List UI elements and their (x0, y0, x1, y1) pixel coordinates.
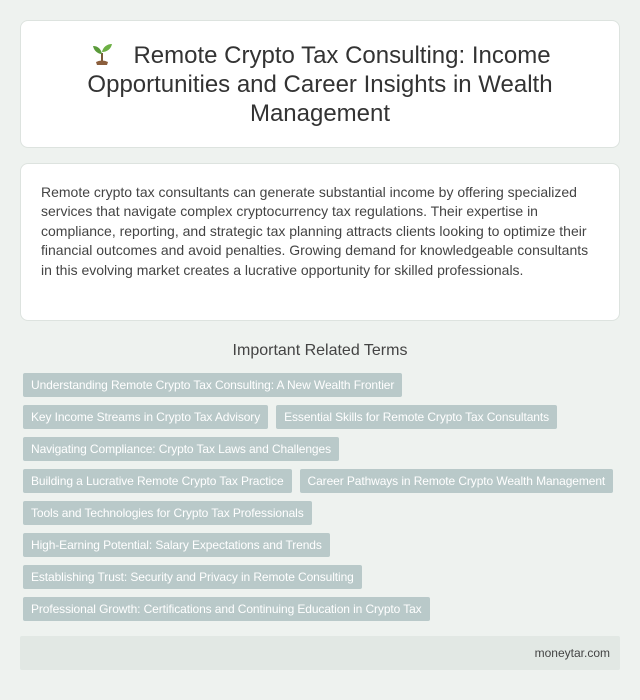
term-tag[interactable]: Key Income Streams in Crypto Tax Advisory (23, 405, 268, 429)
term-tag[interactable]: Career Pathways in Remote Crypto Wealth Management (300, 469, 614, 493)
summary-card (20, 163, 620, 321)
summary-text: Remote crypto tax consultants can generate substantial income by offering specialized services that navigate complex cryptocurrency tax regulations. Their expertise in compliance, reporting, and strategic tax planning attracts clients looking to optimize their financial outcomes and avoid penalties. Growing demand for knowledgeable consultants in this evolving market creates a lucrative opportunity for skilled professionals. (41, 184, 589, 278)
term-tag[interactable]: High-Earning Potential: Salary Expectations and Trends (23, 533, 330, 557)
term-tag[interactable]: Building a Lucrative Remote Crypto Tax Practice (23, 469, 292, 493)
term-tag[interactable]: Establishing Trust: Security and Privacy in Remote Consulting (23, 565, 362, 589)
footer (20, 636, 620, 670)
page-title (21, 40, 619, 128)
page-title-text: Remote Crypto Tax Consulting: Income Opportunities and Career Insights in Wealth Management (87, 42, 553, 127)
related-terms-heading: Important Related Terms (232, 342, 408, 359)
term-tag[interactable]: Professional Growth: Certifications and Continuing Education in Crypto Tax (23, 597, 430, 621)
title-card (20, 20, 620, 148)
term-tag[interactable]: Tools and Technologies for Crypto Tax Professionals (23, 501, 312, 525)
footer-site-link[interactable]: moneytar.com (534, 646, 610, 660)
related-terms-list (23, 373, 623, 629)
term-tag[interactable]: Navigating Compliance: Crypto Tax Laws and Challenges (23, 437, 339, 461)
term-tag[interactable]: Understanding Remote Crypto Tax Consulting: A New Wealth Frontier (23, 373, 402, 397)
term-tag[interactable]: Essential Skills for Remote Crypto Tax Consultants (276, 405, 557, 429)
sprout-icon (89, 40, 115, 66)
